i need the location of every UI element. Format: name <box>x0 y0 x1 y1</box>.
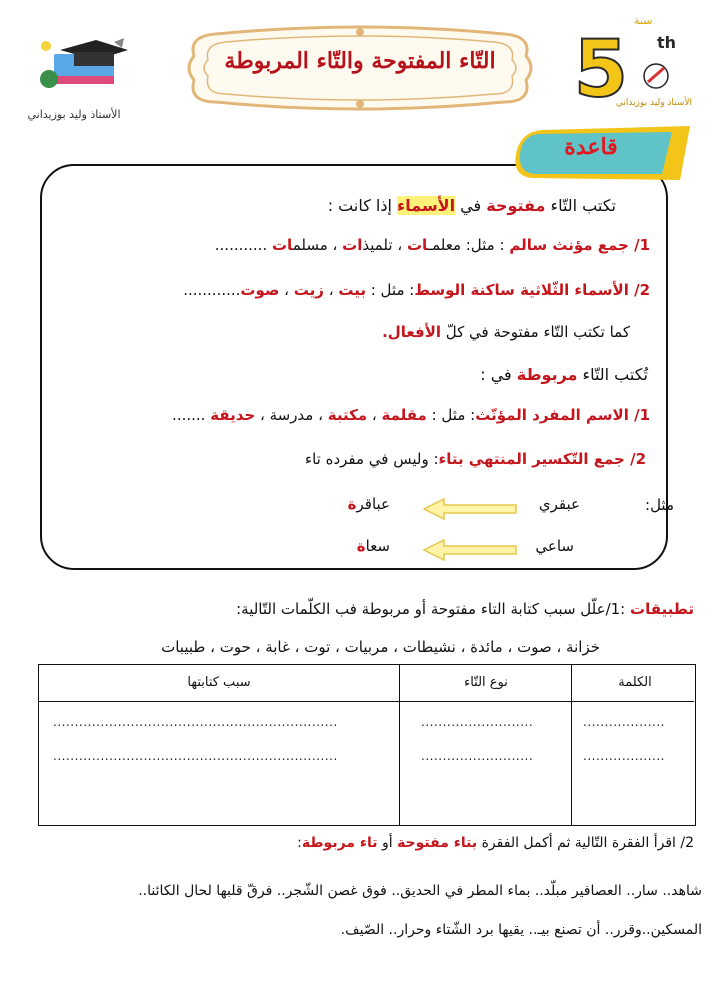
example-1-singular: عبقري <box>538 495 580 513</box>
rule-tab <box>512 122 690 182</box>
table-header-divider <box>39 701 694 702</box>
rule-item-3: 1/ الاسم المفرد المؤنّث: مثل : مقلمة ، مكتبة ، مدرسة ، حديقة ....... <box>172 406 650 424</box>
teacher-logo-left <box>14 30 134 126</box>
grade-number: 5 <box>573 25 628 115</box>
rule-verbs: كما تكتب التّاء مفتوحة في كلّ الأفعال. <box>382 323 630 341</box>
applications-question-1: تطبيقات :1/علّل سبب كتابة التاء مفتوحة أو مربوطة فب الكلّمات التّالية: <box>236 600 694 618</box>
example-label: مثل: <box>645 496 674 514</box>
answer-blank[interactable]: .................................................................. <box>53 749 338 763</box>
example-2-plural: سعاة <box>356 537 390 555</box>
answer-blank[interactable]: .......................... <box>421 749 534 763</box>
rule-item-1: 1/ جمع مؤنث سالم : مثل: معلمـات ، تلميذات ، مسلمات ........... <box>214 236 650 254</box>
column-header-reason: سبب كتابتها <box>187 675 251 690</box>
grade-five-icon <box>573 24 710 115</box>
teacher-name-right: الأستاذ وليد بوزيداني <box>615 98 693 108</box>
word-list: خزانة ، صوت ، مائدة ، نشيطات ، مربيات ، توت ، غابة ، حوت ، طبيبات <box>161 638 600 656</box>
column-header-word: الكلمة <box>618 675 652 690</box>
rule-intro: تكتب التّاء مفتوحة في الأسماء إذا كانت : <box>327 196 616 215</box>
example-2-singular: ساعي <box>535 537 574 555</box>
rule-tied-intro: تُكتب التّاء مربوطة في : <box>480 365 648 384</box>
rule-item-4: 2/ جمع التّكسير المنتهي بتاء: وليس في مفرده تاء <box>305 450 646 468</box>
arrow-left-icon <box>422 498 518 520</box>
answer-table <box>38 664 696 826</box>
grade-suffix: th <box>656 33 676 52</box>
graduation-cap-icon <box>40 36 128 96</box>
answer-blank[interactable]: ................... <box>583 715 665 729</box>
grade-word: سنة <box>634 14 653 27</box>
answer-blank[interactable]: .................................................................. <box>53 715 338 729</box>
answer-blank[interactable]: ................... <box>583 749 665 763</box>
answer-blank[interactable]: .......................... <box>421 715 534 729</box>
applications-question-2: 2/ اقرأ الفقرة التّالية ثم أكمل الفقرة بتاء مفتوحة أو تاء مربوطة: <box>297 835 694 851</box>
table-divider <box>571 665 572 825</box>
teacher-name-left: الأستاذ وليد بوزيداني <box>27 108 121 121</box>
column-header-type: نوع التّاء <box>464 675 508 690</box>
page-title: التّاء المفتوحة والتّاء المربوطة <box>224 48 496 74</box>
arrow-left-icon <box>422 539 518 561</box>
paragraph-line-1: شاهد.. سار.. العصافير مبلّد.. بماء المطر في الحديق.. فوق غصن الشّجر.. فرقّ قلبها لحال الكائنا.. <box>138 883 702 899</box>
grade-logo <box>573 14 710 124</box>
rule-item-2: 2/ الأسماء الثّلاثية ساكنة الوسط: مثل : بيت ، زيت ، صوت............ <box>183 281 650 299</box>
rule-tab-label: قاعدة <box>564 134 618 160</box>
table-divider <box>399 665 400 825</box>
example-1-plural: عباقرة <box>347 495 390 513</box>
title-banner <box>186 26 534 110</box>
paragraph-line-2: المسكين..وقرر.. أن تصنع بيـ.. يقيها برد الشّتاء وحرار.. الصّيف. <box>340 922 702 938</box>
